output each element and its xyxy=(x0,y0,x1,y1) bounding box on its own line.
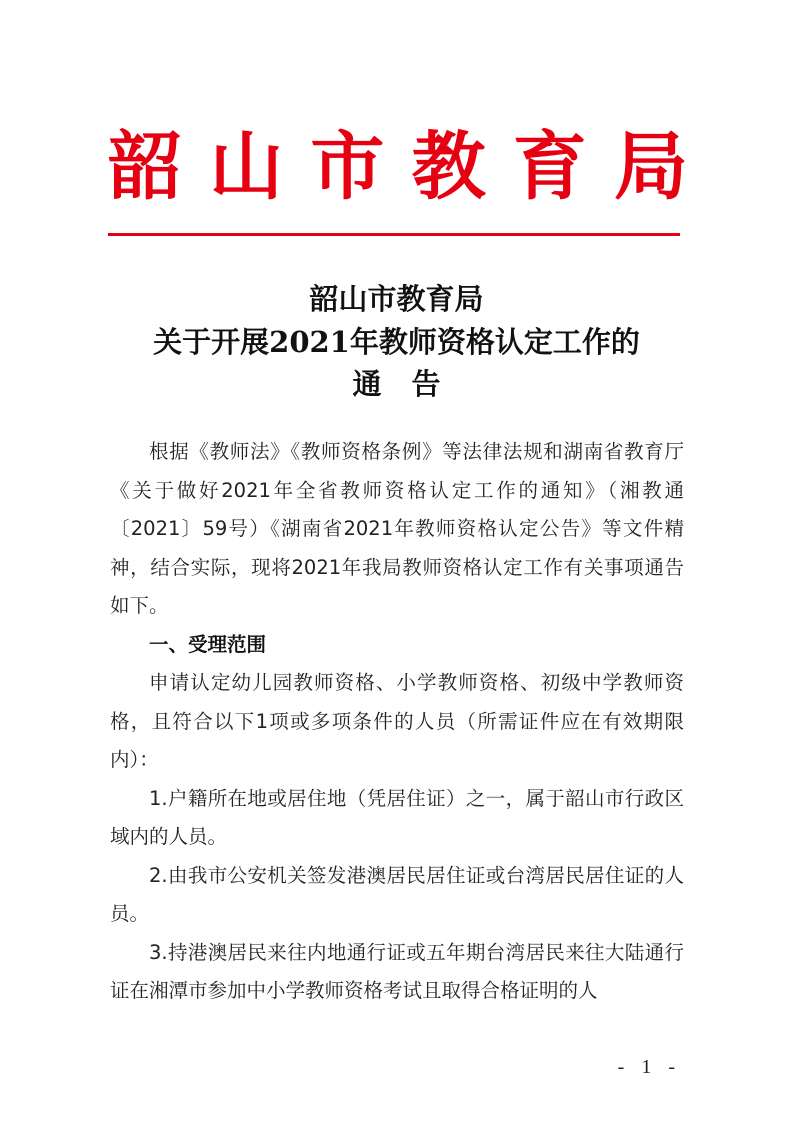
list-item: 2.由我市公安机关签发港澳居民居住证或台湾居民居住证的人员。 xyxy=(110,863,684,925)
masthead-char: 教 xyxy=(411,124,486,210)
section-paragraph: 申请认定幼儿园教师资格、小学教师资格、初级中学教师资格，且符合以下1项或多项条件的人员（所需证件应在有效期限内）： xyxy=(110,671,684,771)
section-heading: 一、受理范围 xyxy=(149,632,267,656)
masthead-char: 韶 xyxy=(108,124,182,210)
list-item: 3.持港澳居民来往内地通行证或五年期台湾居民来往大陆通行证在湘潭市参加中小学教师资格考试且取得合格证明的人 xyxy=(110,940,684,1002)
masthead-divider xyxy=(108,233,680,236)
notice-title-subject: 关于开展2021年教师资格认定工作的 xyxy=(153,325,640,359)
notice-title-issuer: 韶山市教育局 xyxy=(309,282,484,316)
masthead-char: 局 xyxy=(613,124,688,210)
page-number: - 1 - xyxy=(617,1056,681,1078)
masthead-title xyxy=(108,122,688,212)
intro-paragraph: 根据《教师法》《教师资格条例》等法律法规和湖南省教育厅《关于做好2021年全省教师资格认定工作的通知》（湘教通〔2021〕59号）《湖南省2021年教师资格认定公告》等文件精神，结合实际，现将2021年我局教师资格认定工作有关事项通告如下。 xyxy=(110,440,684,617)
masthead-char: 市 xyxy=(310,124,385,210)
notice-body xyxy=(110,433,684,1011)
list-item: 1.户籍所在地或居住地（凭居住证）之一，属于韶山市行政区域内的人员。 xyxy=(110,786,684,848)
masthead-char: 育 xyxy=(512,124,587,210)
masthead-char: 山 xyxy=(209,124,284,210)
notice-title-type: 通告 xyxy=(352,367,471,401)
